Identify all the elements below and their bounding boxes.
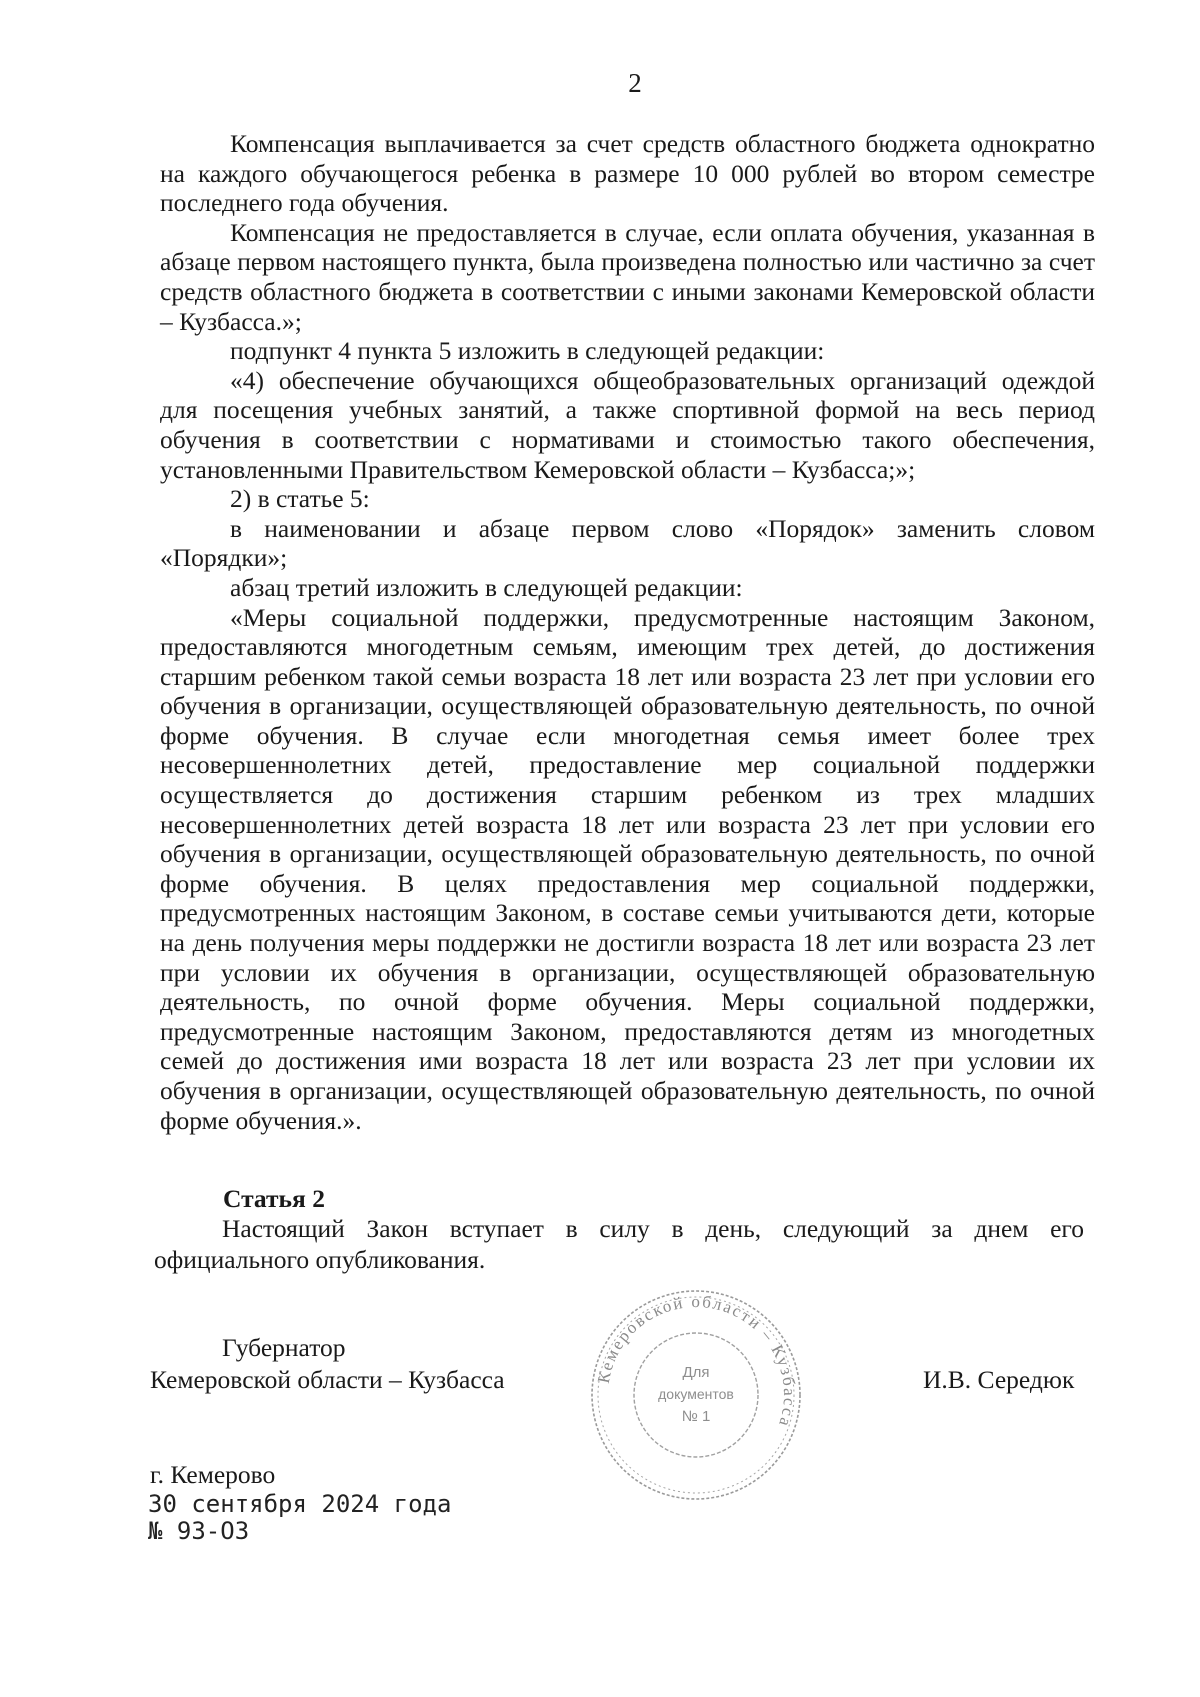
seal-ring-text: Кемеровской области – Кузбасса: [593, 1291, 800, 1431]
official-seal: [586, 1285, 806, 1505]
signatory-name: И.В. Середюк: [923, 1365, 1075, 1394]
article-text: Настоящий Закон вступает в силу в день, следующий за днем его официального опубликования.: [154, 1214, 1084, 1274]
paragraph-subclause-amendment: подпункт 4 пункта 5 изложить в следующей редакции:: [230, 336, 825, 366]
signatory-region: Кемеровской области – Кузбасса: [150, 1365, 505, 1394]
paragraph-article5-heading: 2) в статье 5:: [230, 484, 370, 514]
paragraph-third-abzac: абзац третий изложить в следующей редакции:: [230, 572, 743, 602]
article-heading: Статья 2: [223, 1184, 325, 1213]
seal-center-line-2: документов: [658, 1386, 734, 1402]
paragraph-naming-change: в наименовании и абзаце первом слово «Порядок» заменить словом «Порядки»;: [160, 513, 1095, 573]
paragraph-compensation-exclusion: Компенсация не предоставляется в случае, если оплата обучения, указанная в абзаце первом настоящего пункта, была произведена полностью или частично за счет средств областного бюджета в соответствии с иными законами Кемеровской области – Кузбасса.»;: [160, 217, 1095, 336]
signing-place: г. Кемерово: [150, 1460, 276, 1489]
seal-center-line-3: № 1: [681, 1408, 711, 1425]
page-number: 2: [628, 68, 642, 98]
seal-center-line-1: Для: [682, 1364, 710, 1381]
paragraph-social-support: «Меры социальной поддержки, предусмотренные настоящим Законом, предоставляются многодетным семьям, имеющим трех детей, до достижения старшим ребенком такой семьи возраста 18 лет или возраста 23 лет при условии его обучения в организации, осуществляющей образовательную деятельность, по очной форме обучения. В случае если многодетная семья имеет более трех несовершеннолетних детей, предоставление мер социальной поддержки осуществляется до достижения старшим ребенком из трех младших несовершеннолетних детей возраста 18 лет или возраста 23 лет при условии его обучения в организации, осуществляющей образовательную деятельность, по очной форме обучения. В целях предоставления мер социальной поддержки, предусмотренных настоящим Законом, в составе семьи учитываются дети, которые на день получения меры поддержки не достигли возраста 18 лет или возраста 23 лет при условии их обучения в организации, осуществляющей образовательную деятельность, по очной форме обучения. Меры социальной поддержки, предусмотренные настоящим Законом, предоставляются детям из многодетных семей до достижения ими возраста 18 лет или возраста 23 лет при условии их обучения в организации, осуществляющей образовательную деятельность, по очной форме обучения.».: [160, 602, 1095, 1135]
signatory-title: Губернатор: [222, 1333, 346, 1362]
paragraph-compensation-payment: Компенсация выплачивается за счет средств областного бюджета однократно на каждого обучающегося ребенка в размере 10 000 рублей во втором семестре последнего года обучения.: [160, 129, 1095, 218]
registration-stamp: [148, 1491, 451, 1545]
registration-number: № 93-ОЗ: [148, 1517, 250, 1545]
registration-date: 30 сентября 2024 года: [148, 1490, 452, 1518]
document-body: [160, 129, 1095, 1135]
paragraph-subclause-text: «4) обеспечение обучающихся общеобразовательных организаций одеждой для посещения учебных занятий, а также спортивной формой на весь период обучения в соответствии с нормативами и стоимостью такого обеспечения, установленными Правительством Кемеровской области – Кузбасса;»;: [160, 365, 1095, 484]
